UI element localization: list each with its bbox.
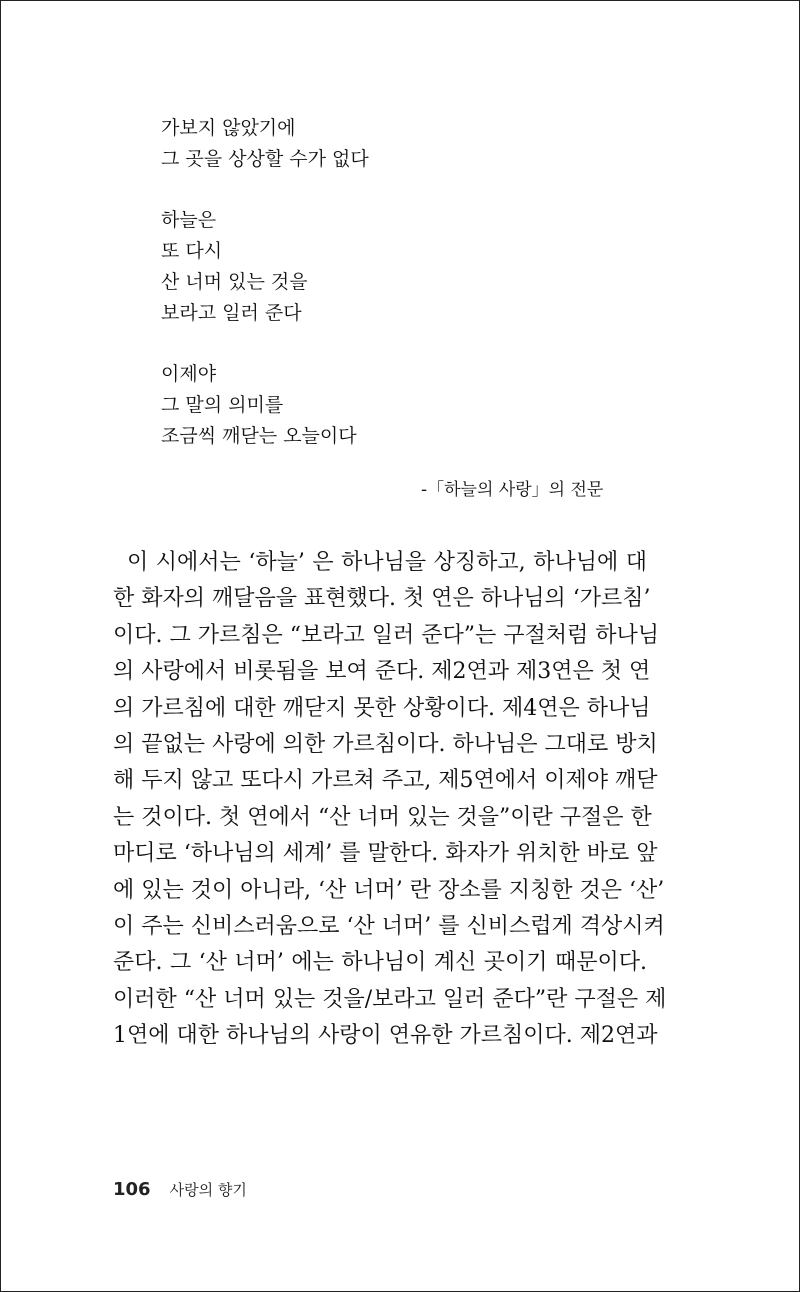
poem-stanza	[161, 205, 369, 329]
body-text	[113, 545, 667, 1054]
stanza-gap	[161, 175, 369, 205]
poem-stanza	[161, 359, 369, 452]
poem-line: 보라고 일러 준다	[161, 302, 302, 324]
body-line: 에 있는 것이 아니라, ‘산 너머’ 란 장소를 지칭한 것은 ‘산’	[113, 877, 665, 903]
poem-stanza	[161, 113, 369, 175]
body-line: 1연에 대한 하나님의 사랑이 연유한 가르침이다. 제2연과	[113, 1023, 658, 1049]
stanza-gap	[161, 329, 369, 359]
body-line: 의 가르침에 대한 깨닫지 못한 상황이다. 제4연은 하나님	[113, 695, 651, 721]
poem-attribution: -「하늘의 사랑」의 전문	[421, 480, 604, 500]
poem-line: 이제야	[161, 363, 217, 385]
poem-line: 그 말의 의미를	[161, 394, 284, 416]
body-line: 이 시에서는 ‘하늘’ 은 하나님을 상징하고, 하나님에 대	[127, 550, 647, 575]
body-line: 는 것이다. 첫 연에서 “산 너머 있는 것을”이란 구절은 한	[113, 804, 652, 830]
body-line: 이러한 “산 너머 있는 것을/보라고 일러 준다”란 구절은 제	[113, 986, 667, 1012]
body-line: 이다. 그 가르침은 “보라고 일러 준다”는 구절처럼 하나님	[113, 622, 659, 648]
body-line: 해 두지 않고 또다시 가르쳐 주고, 제5연에서 이제야 깨닫	[113, 768, 658, 794]
body-line: 이 주는 신비스러움으로 ‘산 너머’ 를 신비스럽게 격상시켜	[113, 913, 665, 939]
body-line: 한 화자의 깨달음을 표현했다. 첫 연은 하나님의 ‘가르침’	[113, 586, 651, 612]
poem-line: 하늘은	[161, 209, 217, 231]
body-line: 의 끝없는 사랑에 의한 가르침이다. 하나님은 그대로 방치	[113, 731, 658, 757]
poem-line: 그 곳을 상상할 수가 없다	[161, 148, 369, 170]
body-line: 준다. 그 ‘산 너머’ 에는 하나님이 계신 곳이기 때문이다.	[113, 950, 647, 976]
poem-line: 산 너머 있는 것을	[161, 271, 308, 293]
poem	[161, 113, 369, 452]
page-footer	[113, 1179, 247, 1200]
poem-line: 또 다시	[161, 240, 223, 262]
body-line: 의 사랑에서 비롯됨을 보여 준다. 제2연과 제3연은 첫 연	[113, 659, 651, 685]
poem-line: 가보지 않았기에	[161, 117, 296, 139]
running-title: 사랑의 향기	[169, 1181, 247, 1199]
page-number: 106	[113, 1179, 151, 1200]
body-line: 마디로 ‘하나님의 세계’ 를 말한다. 화자가 위치한 바로 앞	[113, 841, 658, 867]
poem-line: 조금씩 깨닫는 오늘이다	[161, 425, 357, 447]
